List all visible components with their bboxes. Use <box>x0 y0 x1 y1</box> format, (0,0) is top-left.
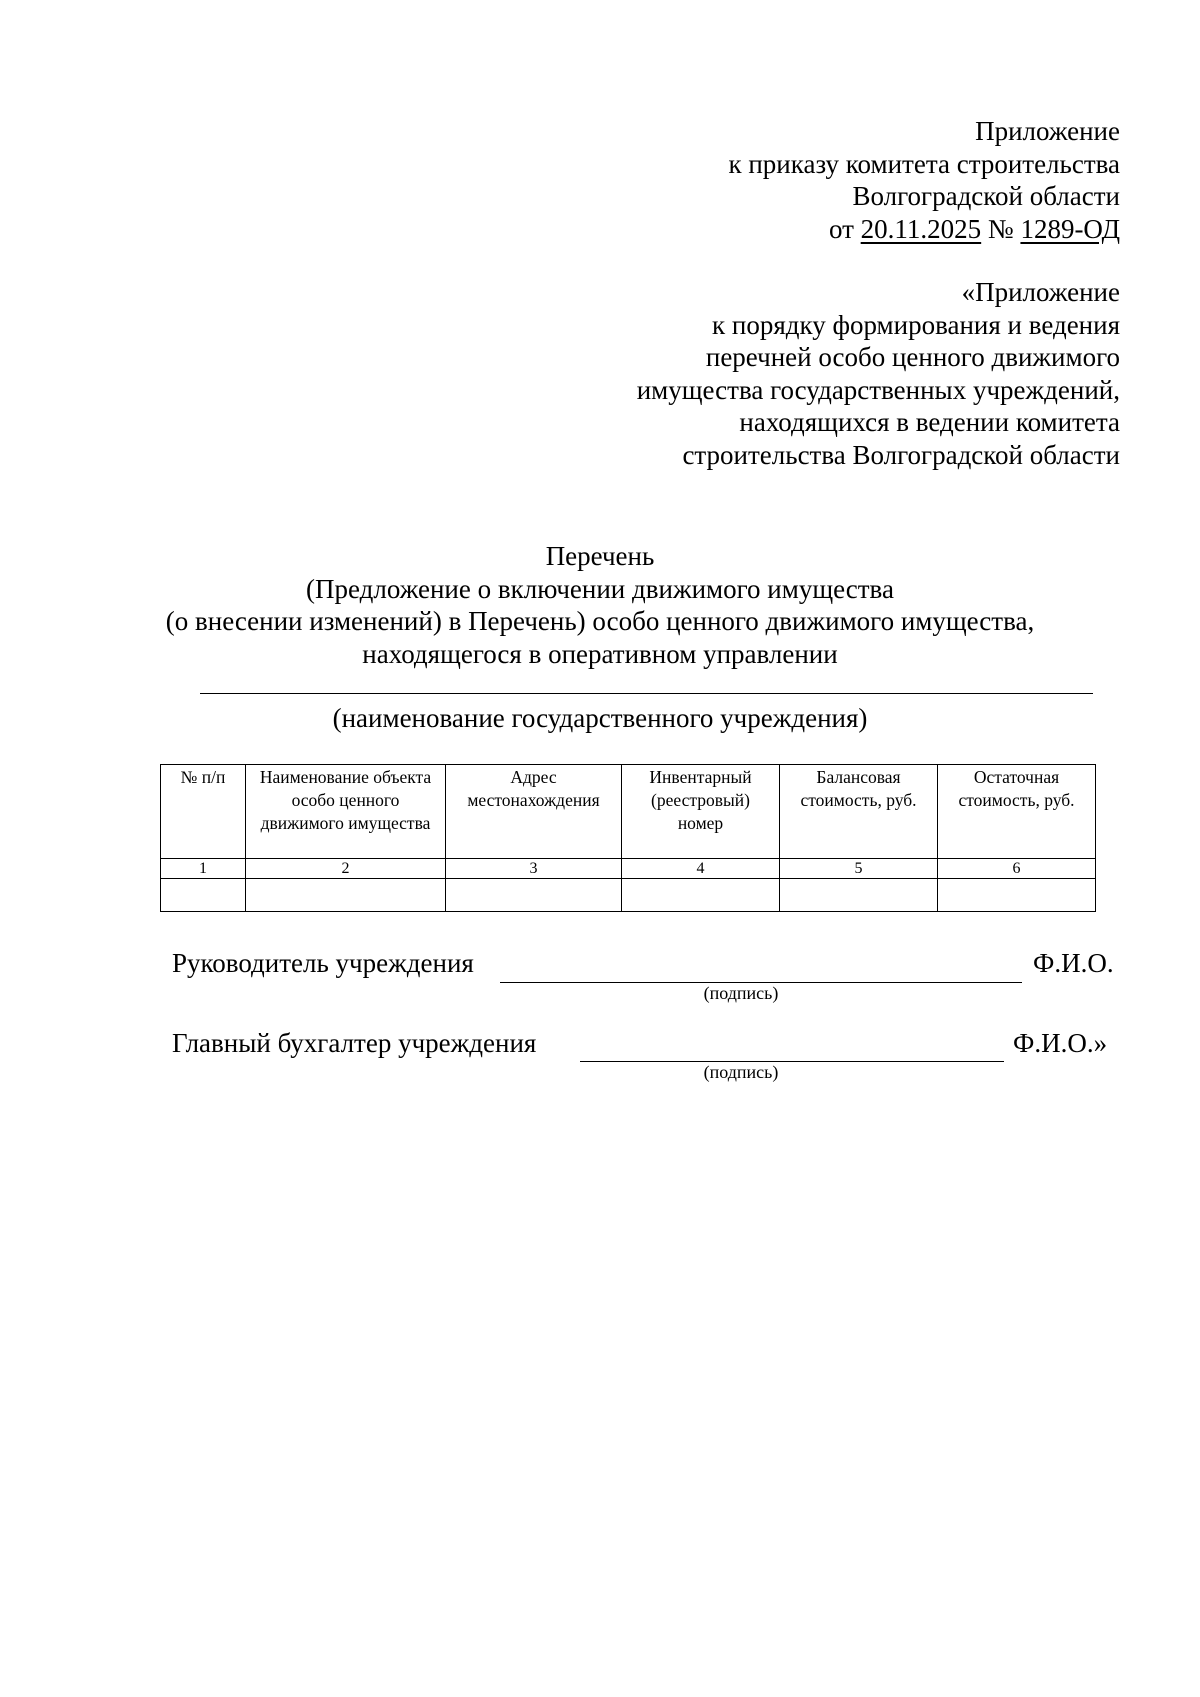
column-number: 4 <box>622 859 780 879</box>
assets-table <box>160 764 1096 912</box>
table-cell <box>780 879 938 912</box>
table-cell <box>161 879 246 912</box>
column-number: 5 <box>780 859 938 879</box>
column-number: 2 <box>246 859 446 879</box>
column-number: 6 <box>938 859 1096 879</box>
heading-line: (о внесении изменений) в Перечень) особо ценного движимого имущества, <box>165 606 1035 636</box>
table-row <box>161 879 1096 912</box>
accountant-signature-hint: (подпись) <box>703 1062 779 1082</box>
appendix-title: Приложение <box>975 116 1120 146</box>
order-appendix-header <box>728 115 1120 245</box>
appendix-date-line <box>728 213 1120 246</box>
head-name: Ф.И.О. <box>1033 948 1114 978</box>
appendix-region-line: Волгоградской области <box>852 181 1120 211</box>
header-inventory-number: Инвентарный (реестровый) номер <box>622 765 780 859</box>
heading-line: (Предложение о включении движимого имущества <box>306 573 894 604</box>
number-sign: № <box>987 213 1014 244</box>
head-signature-hint: (подпись) <box>703 983 779 1003</box>
accountant-name: Ф.И.О.» <box>1013 1028 1108 1058</box>
head-signature-label: Руководитель учреждения <box>172 948 474 978</box>
institution-name-line <box>200 693 1093 694</box>
column-number: 1 <box>161 859 246 879</box>
institution-name-caption: (наименование государственного учреждения) <box>332 703 868 733</box>
table-cell <box>622 879 780 912</box>
order-number: 1289-ОД <box>1020 213 1120 244</box>
header-residual-value: Остаточная стоимость, руб. <box>938 765 1096 859</box>
document-heading <box>0 540 1200 670</box>
header-book-value: Балансовая стоимость, руб. <box>780 765 938 859</box>
procedure-line: «Приложение <box>961 277 1120 307</box>
appendix-order-line: к приказу комитета строительства <box>728 148 1120 179</box>
accountant-signature-label: Главный бухгалтер учреждения <box>172 1028 537 1058</box>
procedure-line: перечней особо ценного движимого <box>705 342 1120 372</box>
table-cell <box>938 879 1096 912</box>
header-address: Адрес местонахождения <box>446 765 622 859</box>
heading-title: Перечень <box>545 541 655 571</box>
table-header-row <box>161 765 1096 859</box>
procedure-line: имущества государственных учреждений, <box>636 374 1120 405</box>
procedure-appendix-header <box>637 276 1120 471</box>
procedure-line: строительства Волгоградской области <box>682 439 1120 470</box>
heading-line: находящегося в оперативном управлении <box>362 638 838 669</box>
date-prefix: от <box>828 213 854 244</box>
procedure-line: находящихся в ведении комитета <box>739 407 1120 437</box>
column-number: 3 <box>446 859 622 879</box>
header-number: № п/п <box>161 765 246 859</box>
procedure-line: к порядку формирования и ведения <box>712 309 1120 340</box>
table-cell <box>246 879 446 912</box>
header-asset-name: Наименование объекта особо ценного движимого имущества <box>246 765 446 859</box>
order-date: 20.11.2025 <box>860 213 982 244</box>
column-numbers-row <box>161 859 1096 879</box>
table-cell <box>446 879 622 912</box>
